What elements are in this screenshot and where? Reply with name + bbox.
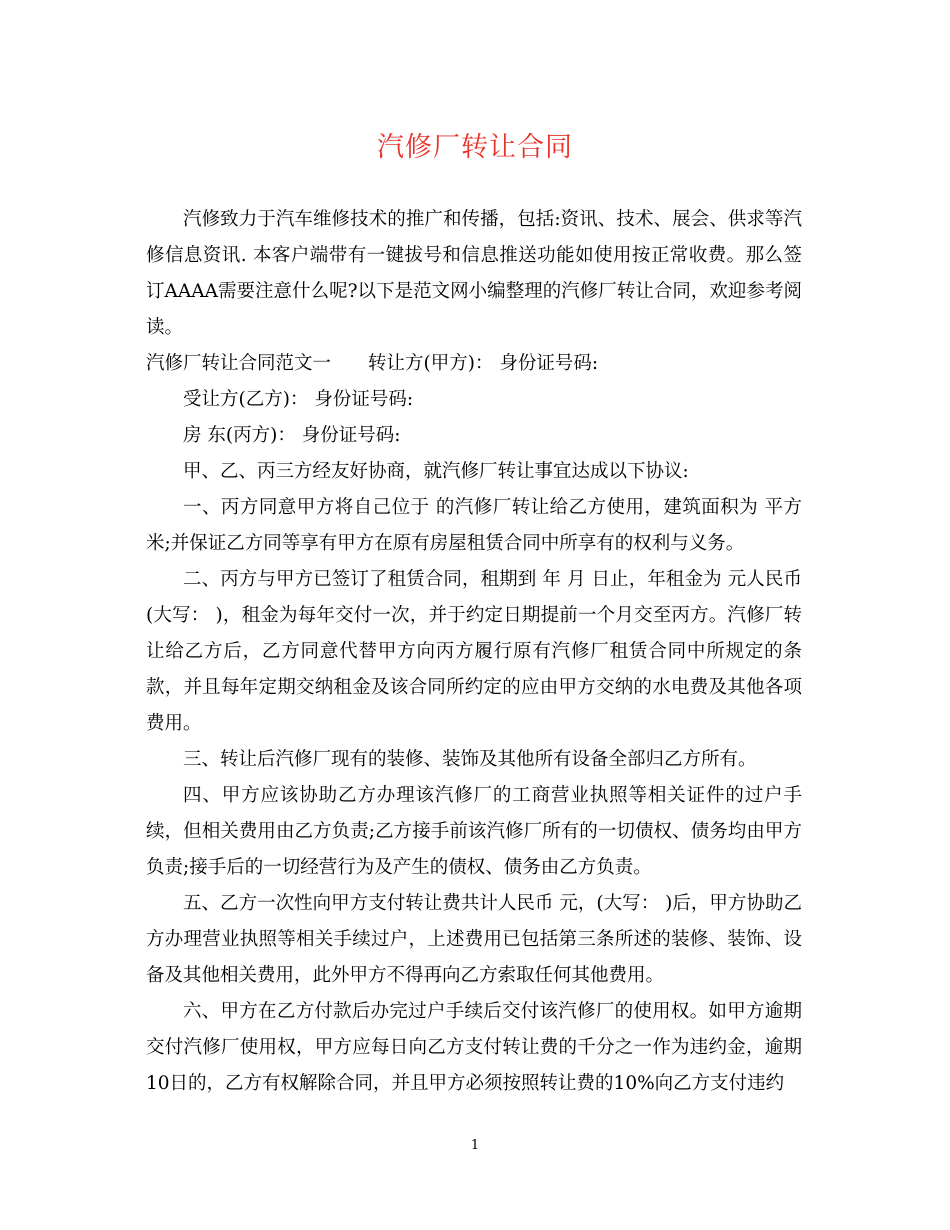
clause-5: 五、乙方一次性向甲方支付转让费共计人民币 元，(大写： )后，甲方协助乙方办理营业执照等相关手续过户，上述费用已包括第三条所述的装修、装饰、设备及其他相关费用，此外甲方不得再向乙方索取任何其他费用。 [146, 893, 802, 986]
party-c-line: 房 东(丙方)： 身份证号码: [183, 425, 401, 446]
clause-2: 二、丙方与甲方已签订了租赁合同，租期到 年 月 日止，年租金为 元人民币(大写： )，租金为每年交付一次，并于约定日期提前一个月交至丙方。汽修厂转让给乙方后，乙方同意代替甲方向丙方履行原有汽修厂租赁合同中所规定的条款，并且每年定期交纳租金及该合同所约定的应由甲方交纳的水电费及其他各项费用。 [146, 569, 802, 734]
clause-6: 六、甲方在乙方付款后办完过户手续后交付该汽修厂的使用权。如甲方逾期交付汽修厂使用权，甲方应每日向乙方支付转让费的千分之一作为违约金，逾期10日的，乙方有权解除合同，并且甲方必须按照转让费的10%向乙方支付违约 [146, 1001, 802, 1094]
clause-1: 一、丙方同意甲方将自己位于 的汽修厂转让给乙方使用，建筑面积为 平方米;并保证乙方同等享有甲方在原有房屋租赁合同中所享有的权利与义务。 [146, 497, 802, 554]
agreement-intro: 甲、乙、丙三方经友好协商，就汽修厂转让事宜达成以下协议: [183, 461, 689, 482]
document-body [146, 202, 802, 1102]
document-title: 汽修厂转让合同 [377, 132, 573, 163]
contract-heading-line: 汽修厂转让合同范文一 转让方(甲方)： 身份证号码: [146, 353, 599, 374]
clause-3: 三、转让后汽修厂现有的装修、装饰及其他所有设备全部归乙方所有。 [183, 749, 757, 770]
intro-paragraph: 汽修致力于汽车维修技术的推广和传播，包括:资讯、技术、展会、供求等汽修信息资讯. 本客户端带有一键拔号和信息推送功能如使用按正常收费。那么签订AAAA需要注意什么呢?以下是范文网小编整理的汽修厂转让合同，欢迎参考阅读。 [146, 209, 802, 338]
page-number: 1 [470, 1138, 480, 1153]
party-b-line: 受让方(乙方)： 身份证号码: [183, 389, 414, 410]
clause-4: 四、甲方应该协助乙方办理该汽修厂的工商营业执照等相关证件的过户手续，但相关费用由乙方负责;乙方接手前该汽修厂所有的一切债权、债务均由甲方负责;接手后的一切经营行为及产生的债权、债务由乙方负责。 [146, 785, 802, 878]
